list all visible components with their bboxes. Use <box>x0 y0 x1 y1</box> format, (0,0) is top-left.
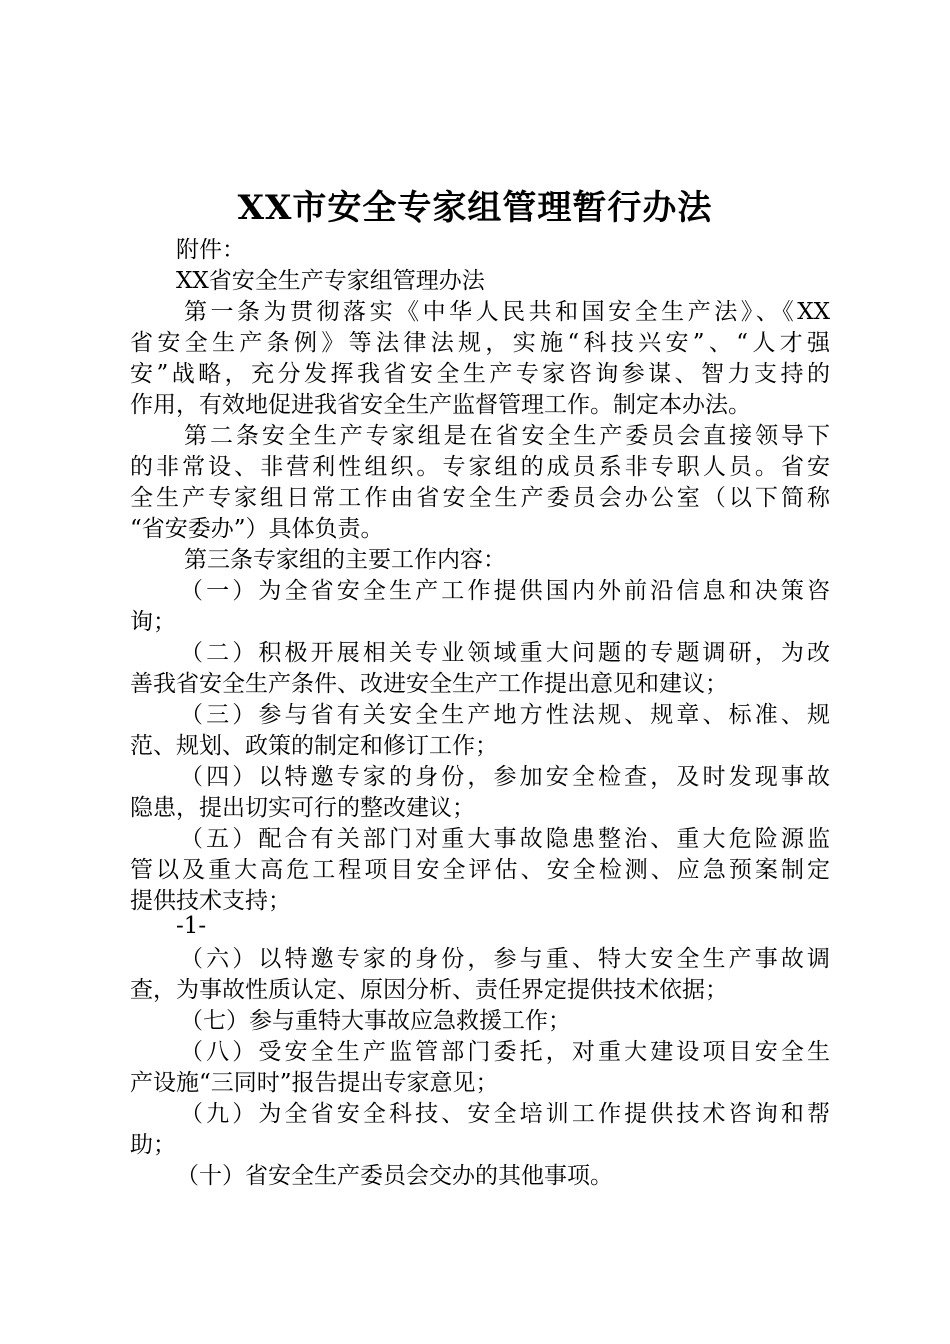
document-title: XX市安全专家组管理暂行办法 <box>237 188 713 228</box>
attachment-label: 附件： <box>176 237 245 263</box>
item-6-line-2: 查，为事故性质认定、原因分析、责任界定提供技术依据； <box>130 977 728 1003</box>
item-4-line-2: 隐患，提出切实可行的整改建议； <box>130 795 475 821</box>
item-5-line-3: 提供技术支持； <box>130 888 291 914</box>
article1-line-4: 作用，有效地促进我省安全生产监督管理工作。制定本办法。 <box>130 392 751 418</box>
article2-line-3: 全生产专家组日常工作由省安全生产委员会办公室（以下简称 <box>130 485 830 511</box>
item-3-line-1: （三）参与省有关安全生产地方性法规、规章、标准、规 <box>180 702 830 728</box>
item-7-line-1: （七）参与重特大事故应急救援工作； <box>180 1008 571 1034</box>
item-1-line-1: （一）为全省安全生产工作提供国内外前沿信息和决策咨 <box>180 578 830 604</box>
item-1-line-2: 询； <box>130 609 176 635</box>
item-5-line-2: 管以及重大高危工程项目安全评估、安全检测、应急预案制定 <box>130 857 830 883</box>
article1-line-3: 安”战略，充分发挥我省安全生产专家咨询参谋、智力支持的 <box>130 361 830 387</box>
article1-line-2: 省安全生产条例》等法律法规，实施“科技兴安”、“人才强 <box>130 330 830 356</box>
item-2-line-1: （二）积极开展相关专业领域重大问题的专题调研，为改 <box>180 640 830 666</box>
item-5-line-1: （五）配合有关部门对重大事故隐患整治、重大危险源监 <box>180 826 830 852</box>
item-2-line-2: 善我省安全生产条件、改进安全生产工作提出意见和建议； <box>130 671 728 697</box>
article2-line-4: “省安委办”）具体负责。 <box>130 516 384 542</box>
page-number: -1- <box>176 913 207 939</box>
item-9-line-1: （九）为全省安全科技、安全培训工作提供技术咨询和帮 <box>180 1101 830 1127</box>
article1-line-1: 第一条为贯彻落实《中华人民共和国安全生产法》、《XX <box>184 299 830 325</box>
item-8-line-1: （八）受安全生产监管部门委托，对重大建设项目安全生 <box>180 1039 830 1065</box>
item-9-line-2: 助； <box>130 1132 176 1158</box>
article2-line-2: 的非常设、非营利性组织。专家组的成员系非专职人员。省安 <box>130 454 830 480</box>
item-8-line-2: 产设施“三同时”报告提出专家意见； <box>130 1070 499 1096</box>
item-10-line-1: （十）省安全生产委员会交办的其他事项。 <box>176 1163 613 1189</box>
item-3-line-2: 范、规划、政策的制定和修订工作； <box>130 733 498 759</box>
article2-line-1: 第二条安全生产专家组是在省安全生产委员会直接领导下 <box>184 423 830 449</box>
item-6-line-1: （六）以特邀专家的身份，参与重、特大安全生产事故调 <box>180 946 830 972</box>
item-4-line-1: （四）以特邀专家的身份，参加安全检查，及时发现事故 <box>180 764 830 790</box>
subtitle: XX省安全生产专家组管理办法 <box>176 268 485 294</box>
article3-heading: 第三条专家组的主要工作内容： <box>184 547 506 573</box>
